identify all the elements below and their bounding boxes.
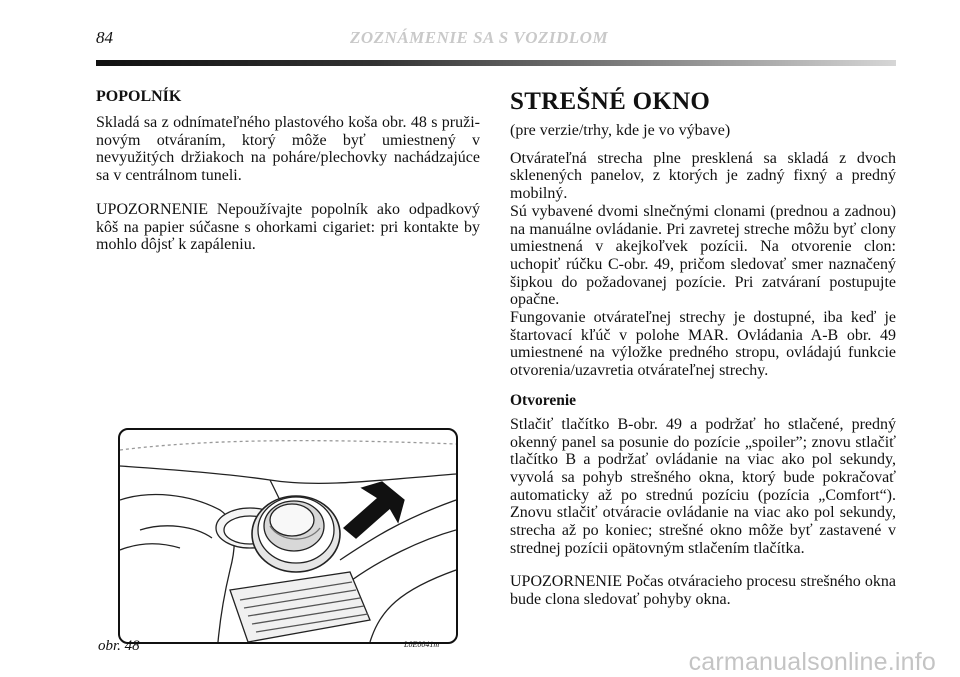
ashtray-heading: POPOLNÍK — [96, 88, 182, 105]
header-rule — [96, 60, 896, 66]
chapter-title: ZOZNÁMENIE SA S VOZIDLOM — [350, 28, 609, 47]
opening-paragraph: Stlačiť tlačítko B-obr. 49 a podržať ho stlačené, predný okenný panel sa posunie do pozície „spoiler”; znovu stlačiť tlačítko B a podržať ovládanie na viac ako pol sekundy, vyvolá sa pohyb strešného okna, ktorý bude pokračovať automaticky až po strednú pozíciu (pozícia „Comfort“). Znovu stlačiť otváracie ovládanie na viac ako pol sekundy, strecha až po koniec; strešné okno môže byť zastavené v strednej pozícii opätovným stlačením tlačítka. — [510, 415, 896, 557]
watermark: carmanualsonline.info — [688, 648, 936, 676]
sunroof-paragraph-3: Fungovanie otvárateľnej strechy je dostupné, iba keď je štartovací kľúč v polohe MAR. Ovládania A-B obr. 49 umiestnené na výložke predného stropu, ovládajú funkcie otvorenia/uzavretia otvárateľnej strechy. — [510, 309, 896, 380]
ashtray-warning: UPOZORNENIE Nepoužívajte popolník ako odpadkový kôš na papier súčasne s ohorkami cigariet: pri kontakte by mohlo dôjsť k zapáleniu. — [96, 200, 480, 254]
figure-caption: obr. 48 — [98, 638, 140, 654]
sunroof-paragraph-1: Otvárateľná strecha plne presklená sa skladá z dvoch sklenených panelov, z ktorých je zadný fixný a predný mobilný. — [510, 149, 896, 203]
sunroof-subtitle: (pre verzie/trhy, kde je vo výbave) — [510, 122, 731, 139]
ashtray-paragraph: Skladá sa z odnímateľného plastového koša obr. 48 s pružinovým otváraním, ktorý môže byť umiestnený v nevyužitých držiakoch na poháre/plechovky nachádzajúce sa v centrálnom tuneli. — [96, 114, 480, 185]
left-column — [96, 88, 480, 254]
opening-subheading: Otvorenie — [510, 391, 577, 409]
figure-code: L0E0041m — [404, 640, 440, 649]
sunroof-paragraph-2: Sú vybavené dvomi slnečnými clonami (prednou a zadnou) na manuálne ovládanie. Pri zavretej streche môžu byť clony umiestnená v akejkoľvek pozícii. Na otvorenie clon: uchopiť rúčku C-obr. 49, pričom sledovať smer naznačený šipkou do požadovanej pozície. Pri zatváraní postupujte opačne. — [510, 202, 896, 309]
page-number: 84 — [96, 28, 113, 47]
ashtray-illustration — [120, 430, 456, 642]
sunroof-heading: STREŠNÉ OKNO — [510, 88, 711, 115]
sunroof-warning: UPOZORNENIE Počas otváracieho procesu strešného okna bude clona sledovať pohyby okna. — [510, 573, 896, 609]
right-column — [510, 88, 896, 609]
figure-48 — [118, 428, 458, 644]
